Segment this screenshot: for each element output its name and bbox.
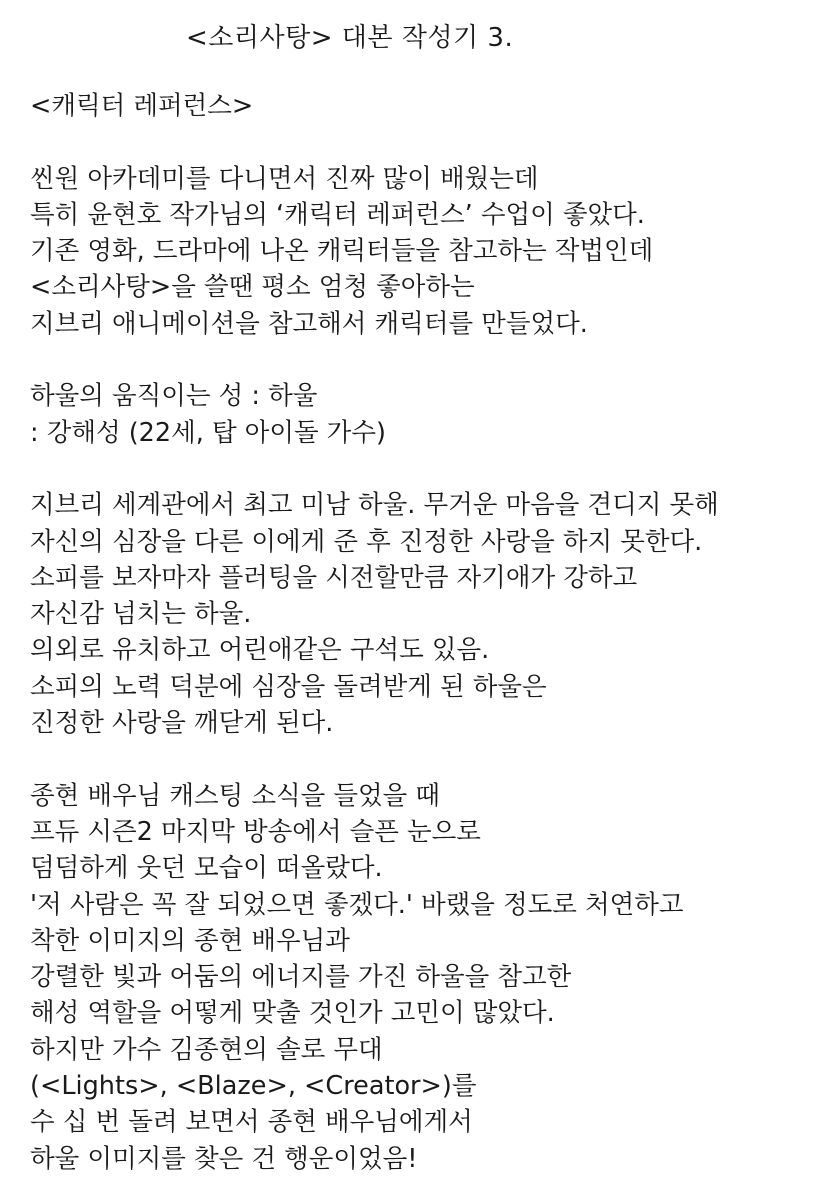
paragraph-character: [30, 378, 810, 451]
text-line: 소피의 노력 덕분에 심장을 돌려받게 된 하울은: [30, 671, 547, 702]
paragraph-description: [30, 487, 810, 741]
text-line: 착한 이미지의 종현 배우님과: [30, 925, 350, 956]
text-line: 수 십 번 돌려 보면서 종현 배우님에게서: [30, 1107, 473, 1138]
text-line: 지브리 애니메이션을 참고해서 캐릭터를 만들었다.: [30, 308, 588, 339]
text-line: 프듀 시즌2 마지막 방송에서 슬픈 눈으로: [30, 816, 481, 847]
text-line: 종현 배우님 캐스팅 소식을 들었을 때: [30, 780, 441, 811]
text-line: 하울의 움직이는 성 : 하울: [30, 381, 318, 412]
text-line: 강렬한 빛과 어둠의 에너지를 가진 하울을 참고한: [30, 962, 572, 993]
text-line: 자신의 심장을 다른 이에게 준 후 진정한 사랑을 하지 못한다.: [30, 526, 703, 557]
section-heading: <캐릭터 레퍼런스>: [30, 91, 254, 121]
text-line: '저 사람은 꼭 잘 되었으면 좋겠다.' 바랬을 정도로 처연하고: [30, 889, 684, 920]
document-title: <소리사탕> 대본 작성기 3.: [186, 23, 514, 53]
text-line: <소리사탕>을 쓸땐 평소 엄청 좋아하는: [30, 272, 475, 303]
text-line: 소피를 보자마자 플러팅을 시전할만큼 자기애가 강하고: [30, 562, 638, 593]
text-line: 하울 이미지를 찾은 건 행운이었음!: [30, 1143, 418, 1174]
text-line: 자신감 넘치는 하울.: [30, 599, 252, 630]
text-line: 진정한 사랑을 깨닫게 된다.: [30, 708, 334, 739]
paragraph-casting: [30, 778, 810, 1177]
text-line: : 강해성 (22세, 탑 아이돌 가수): [30, 417, 386, 448]
text-line: 의외로 유치하고 어린애같은 구석도 있음.: [30, 635, 490, 666]
text-line: 기존 영화, 드라마에 나온 캐릭터들을 참고하는 작법인데: [30, 236, 654, 267]
text-line: 지브리 세계관에서 최고 미남 하울. 무거운 마음을 견디지 못해: [30, 490, 719, 521]
text-line: (<Lights>, <Blaze>, <Creator>)를: [30, 1071, 477, 1102]
text-line: 하지만 가수 김종현의 솔로 무대: [30, 1034, 383, 1065]
blank-line: [30, 342, 810, 378]
blank-line: [30, 451, 810, 487]
document-body: [30, 88, 810, 1177]
text-line: 덤덤하게 웃던 모습이 떠올랐다.: [30, 853, 383, 884]
text-line: 씬원 아카데미를 다니면서 진짜 많이 배웠는데: [30, 163, 539, 194]
blank-line: [30, 741, 810, 777]
text-line: 특히 윤현호 작가님의 ‘캐릭터 레퍼런스’ 수업이 좋았다.: [30, 199, 645, 230]
blank-line: [30, 124, 810, 160]
paragraph-intro: [30, 161, 810, 342]
text-line: 해성 역할을 어떻게 맞출 것인가 고민이 많았다.: [30, 998, 555, 1029]
